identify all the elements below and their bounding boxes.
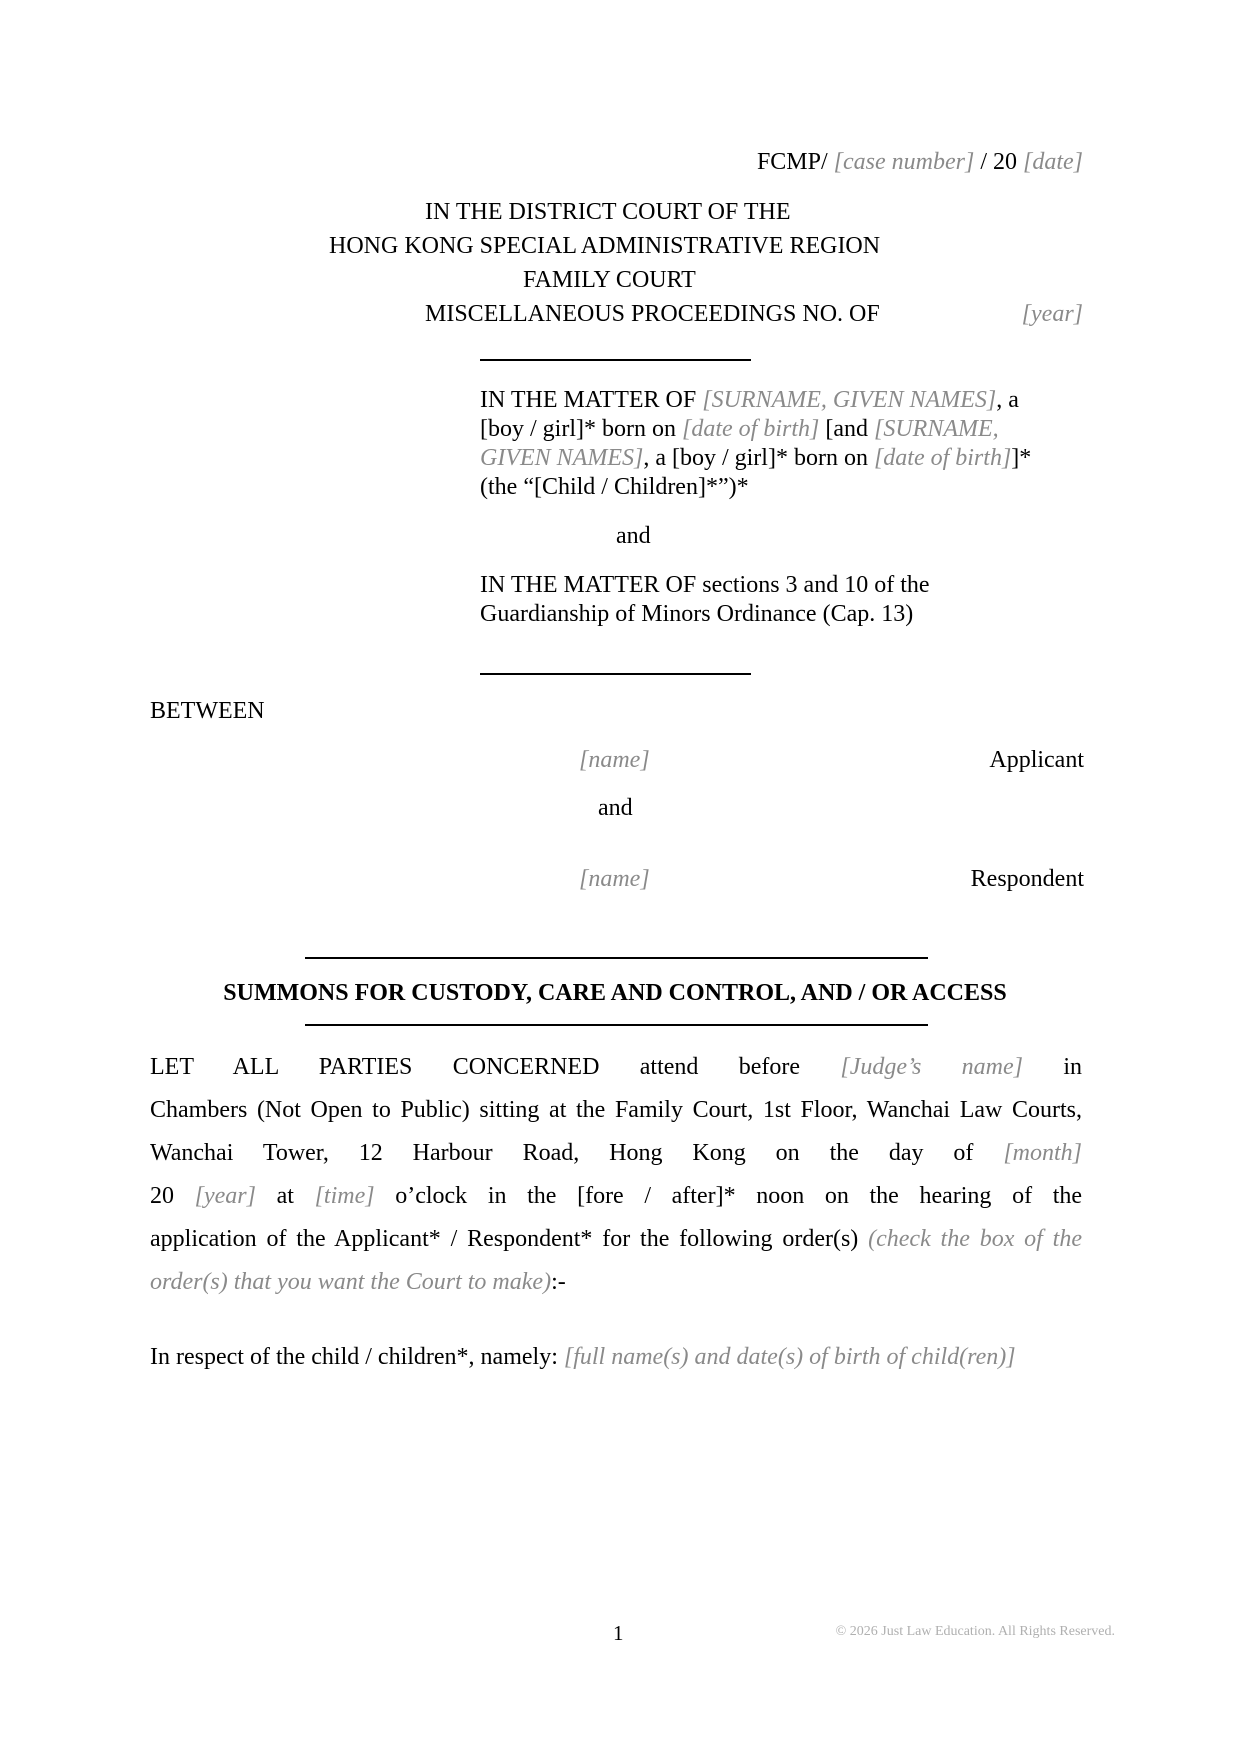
child-name-placeholder-1: [SURNAME, GIVEN NAMES] [702,387,997,413]
matter-children-paragraph: IN THE MATTER OF [SURNAME, GIVEN NAMES], a [boy / girl]* born on [date of birth] [and [SURNAME, GIVEN NAMES], a [boy / girl]* born on [date of birth]]* (the “[Child / Children]*”)* [480,387,1032,500]
divider-top [480,359,751,361]
case-prefix: FCMP/ [756,149,828,175]
divider-middle [480,673,751,675]
instruction-placeholder-1: (check the box of the [868,1226,1082,1252]
body-line-3: Wanchai Tower, 12 Harbour Road, Hong Kong on the day of [month] [150,1140,1082,1166]
hearing-year-placeholder: [year] [194,1183,256,1209]
case-number-placeholder: [case number] [833,149,975,175]
case-year-prefix: / 20 [980,149,1017,175]
body-line-2: Chambers (Not Open to Public) sitting at the Family Court, 1st Floor, Wanchai Law Courts, [150,1097,1082,1123]
court-line-1: IN THE DISTRICT COURT OF THE [425,199,791,225]
children-details-placeholder: [full name(s) and date(s) of birth of child(ren)] [563,1344,1016,1370]
body-line-6: order(s) that you want the Court to make):- [150,1269,566,1295]
page-number: 1 [613,1621,624,1645]
respondent-name-placeholder: [name] [579,866,650,892]
children-line [150,1343,1016,1372]
month-placeholder: [month] [1003,1140,1082,1166]
between-label: BETWEEN [150,698,265,724]
court-line-4: MISCELLANEOUS PROCEEDINGS NO. OF [425,301,880,327]
child-name-placeholder-2: [SURNAME, GIVEN NAMES] [480,416,999,471]
title-rule-bottom [305,1024,928,1026]
case-date-placeholder: [date] [1023,149,1083,175]
summons-title: SUMMONS FOR CUSTODY, CARE AND CONTROL, AND / OR ACCESS [223,980,1007,1006]
time-placeholder: [time] [314,1183,375,1209]
case-number-line [757,148,1083,177]
body-line-5: application of the Applicant* / Respondent* for the following order(s) (check the box of the [150,1226,1082,1252]
applicant-name-placeholder: [name] [579,747,650,773]
child-dob-placeholder-2: [date of birth] [873,445,1012,471]
matter-statute-line-2: Guardianship of Minors Ordinance (Cap. 13) [480,601,914,627]
parties-and: and [598,795,633,821]
instruction-placeholder-2: order(s) that you want the Court to make) [150,1269,552,1295]
matter-statute-line-1: IN THE MATTER OF sections 3 and 10 of the [480,572,930,598]
judge-name-placeholder: [Judge’s name] [840,1054,1023,1080]
summons-body [150,1046,1082,1304]
and-connector: and [616,523,651,549]
child-dob-placeholder-1: [date of birth] [681,416,820,442]
title-rule-top [305,957,928,959]
body-line-1: LET ALL PARTIES CONCERNED attend before [Judge’s name] in [150,1054,1082,1080]
proceedings-year-placeholder: [year] [1021,301,1083,327]
applicant-label: Applicant [989,747,1084,773]
body-line-4: 20 [year] at [time] o’clock in the [fore / after]* noon on the hearing of the [150,1183,1083,1209]
respondent-label: Respondent [970,866,1084,892]
court-line-3: FAMILY COURT [523,267,696,293]
copyright-notice: © 2026 Just Law Education. All Rights Reserved. [835,1624,1115,1639]
children-label: In respect of the child / children*, namely: [150,1344,558,1370]
court-line-2: HONG KONG SPECIAL ADMINISTRATIVE REGION [329,233,881,259]
